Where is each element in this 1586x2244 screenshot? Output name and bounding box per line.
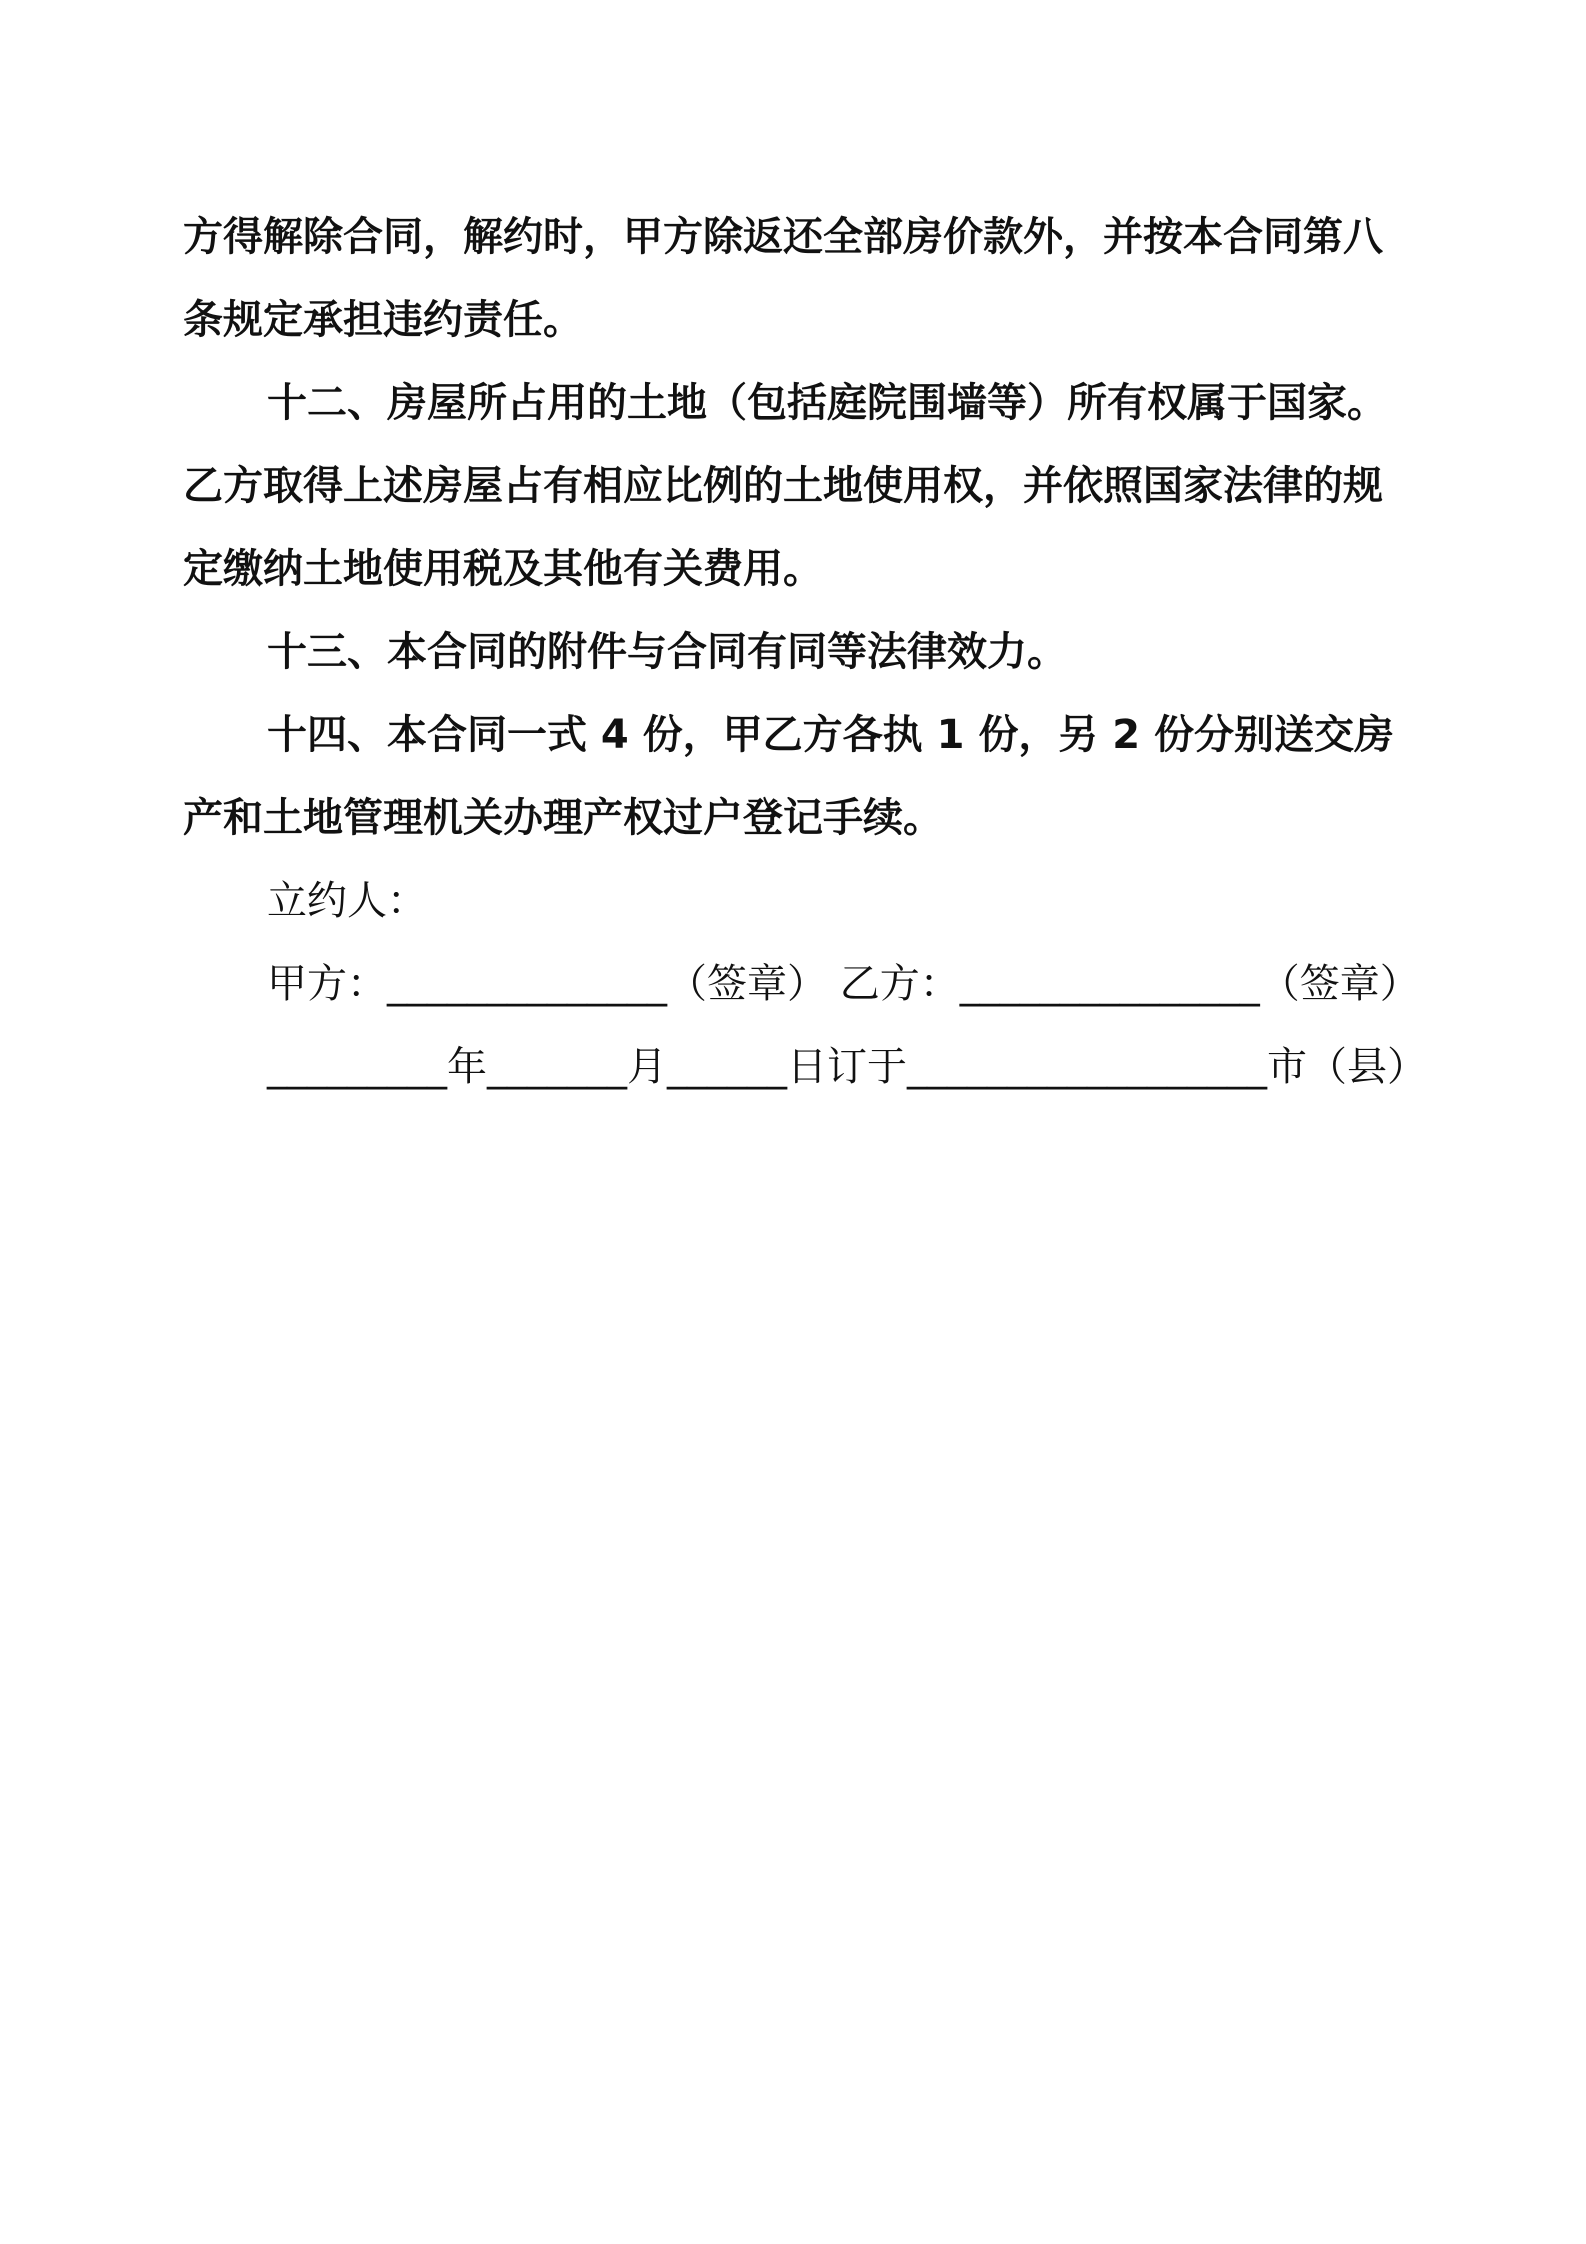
date-line: _________年_______月______日订于__________________市（县） [267,1044,1427,1090]
paragraph-clause-12: 十二、房屋所占用的土地（包括庭院围墙等）所有权属于国家。乙方取得上述房屋占有相应比例的土地使用权，并依照国家法律的规定缴纳土地使用税及其他有关费用。 [183,380,1387,592]
paragraph-clause-13: 十三、本合同的附件与合同有同等法律效力。 [267,629,1067,675]
signature-line: 甲方：______________（签章） 乙方：_______________（签章） [267,961,1420,1007]
paragraph-continuation: 方得解除合同，解约时，甲方除返还全部房价款外，并按本合同第八条规定承担违约责任。 [183,214,1383,343]
paragraph-clause-14: 十四、本合同一式 4 份，甲乙方各执 1 份，另 2 份分别送交房产和土地管理机关办理产权过户登记手续。 [183,712,1395,841]
document-page [183,196,1427,1109]
signatory-label: 立约人： [267,878,427,924]
